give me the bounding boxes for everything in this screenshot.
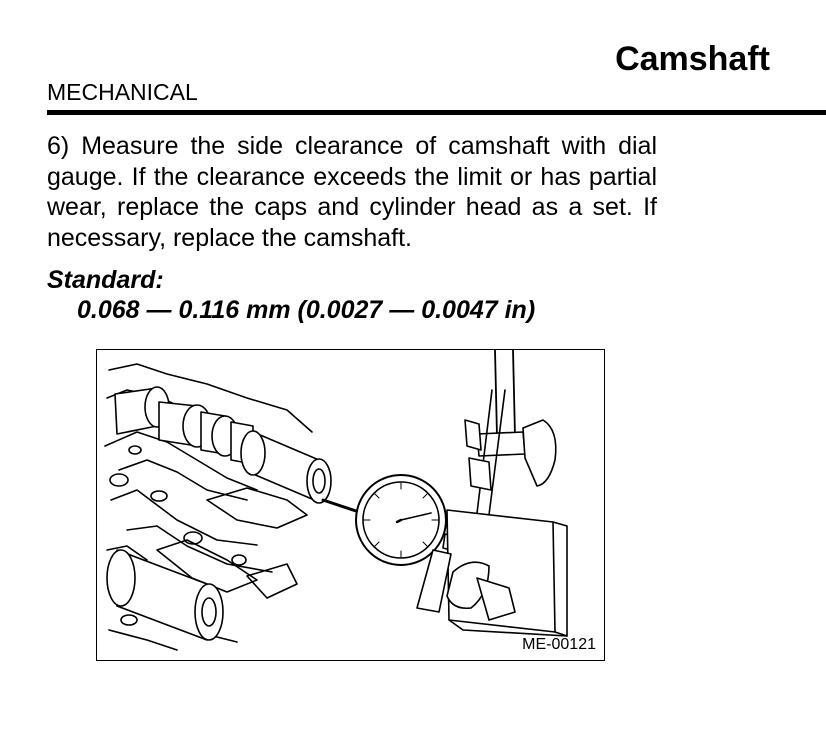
camshaft-illustration [97,350,604,660]
section-heading: MECHANICAL [47,79,198,105]
camshaft [115,387,331,503]
camshaft-dial-gauge-figure [96,349,605,661]
standard-label: Standard: [47,266,164,294]
gauge-plunger [323,500,359,512]
standard-value: 0.068 — 0.116 mm (0.0027 — 0.0047 in) [77,296,536,324]
page-title: Camshaft [615,40,770,78]
step-paragraph: 6) Measure the side clearance of camshaft with dial gauge. If the clearance exceeds the limit or has partial wear, replace the caps and cylinder head as a set. If necessary, replace the camshaft. [47,132,657,252]
header-rule [47,110,826,115]
magnetic-stand [417,350,567,636]
camshaft-lower [107,550,223,640]
figure-id: ME-00121 [522,636,596,653]
